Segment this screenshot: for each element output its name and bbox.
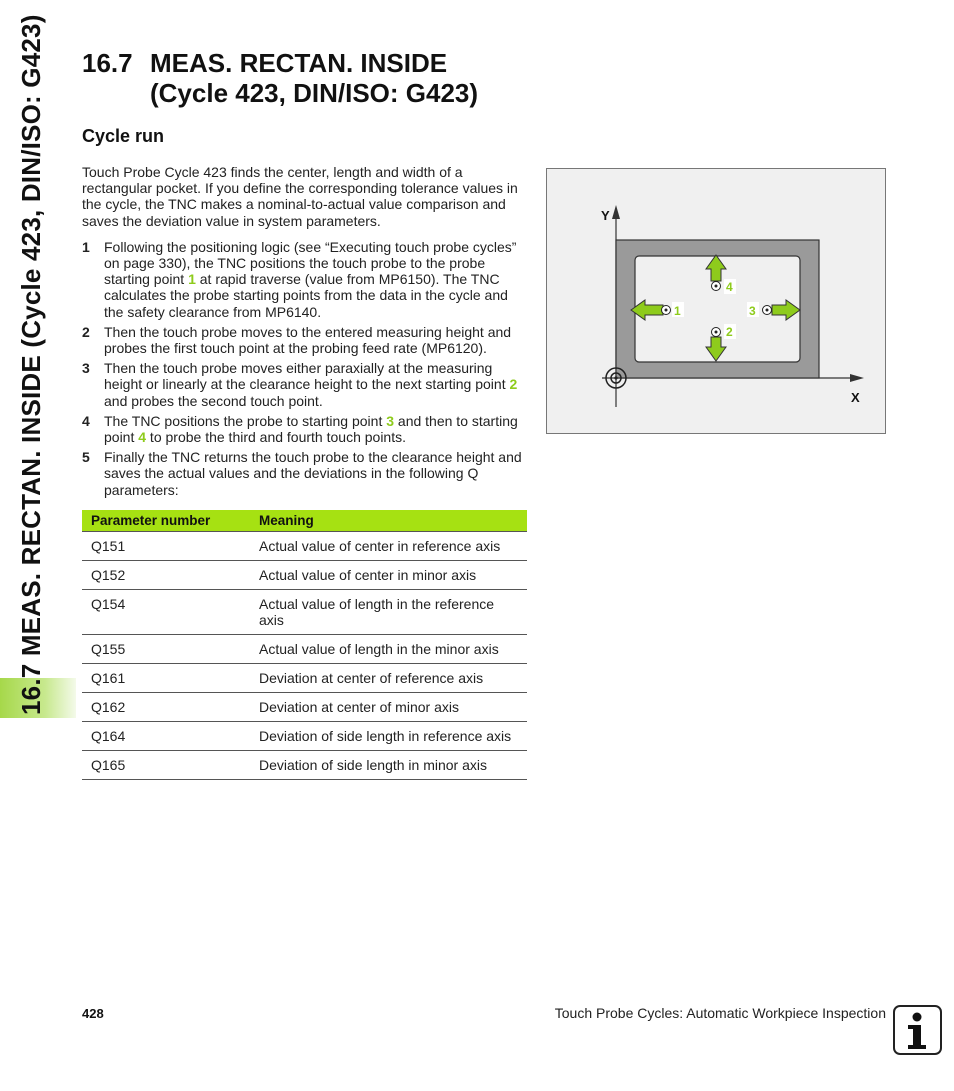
probe-point-icon (712, 328, 721, 337)
table-row (82, 532, 527, 561)
param-meaning: Actual value of length in the minor axis (250, 635, 527, 664)
table-row (82, 751, 527, 780)
point-ref: 3 (386, 412, 395, 429)
x-axis-arrow (850, 374, 864, 382)
step-text: at rapid traverse (value from MP6150). The TNC calculates the probe starting points from the data in the cycle and the safety clearance from MP6140. (104, 271, 508, 320)
section-heading (82, 48, 478, 108)
step-item (82, 324, 526, 356)
y-axis-label: Y (601, 208, 610, 223)
param-meaning: Deviation at center of reference axis (250, 664, 527, 693)
param-meaning: Deviation at center of minor axis (250, 693, 527, 722)
table-header-row (82, 510, 527, 532)
param-number: Q165 (82, 751, 250, 780)
step-text: and then to starting point (104, 412, 518, 446)
point-label-4: 4 (726, 280, 733, 294)
column-header: Meaning (250, 510, 527, 532)
table-row (82, 635, 527, 664)
param-number: Q162 (82, 693, 250, 722)
step-number: 1 (82, 238, 90, 255)
param-number: Q154 (82, 590, 250, 635)
param-number: Q164 (82, 722, 250, 751)
point-ref: 2 (509, 376, 518, 393)
table-row (82, 664, 527, 693)
step-item (82, 413, 526, 445)
step-text: to probe the third and fourth touch points. (146, 429, 406, 446)
param-number: Q155 (82, 635, 250, 664)
pocket-diagram (546, 168, 886, 434)
point-label-2: 2 (726, 325, 733, 339)
table-row (82, 590, 527, 635)
step-text: Finally the TNC returns the touch probe to the clearance height and saves the actual values and the deviations in the following Q parameters: (104, 449, 522, 498)
chapter-side-title: 16.7 MEAS. RECTAN. INSIDE (Cycle 423, DIN/ISO: G423) (16, 14, 46, 715)
param-meaning: Actual value of center in reference axis (250, 532, 527, 561)
q-parameter-table (82, 510, 527, 780)
step-text: Following the positioning logic (see “Executing touch probe cycles” on page 330), the TNC positions the touch probe to the probe starting point (104, 238, 517, 288)
param-meaning: Actual value of center in minor axis (250, 561, 527, 590)
point-label-1: 1 (674, 304, 681, 318)
section-title-line2: (Cycle 423, DIN/ISO: G423) (150, 78, 479, 108)
table-row (82, 693, 527, 722)
step-item (82, 449, 526, 498)
section-title-line1: MEAS. RECTAN. INSIDE (150, 48, 448, 78)
subheading: Cycle run (82, 126, 165, 146)
step-text: Then the touch probe moves to the entered measuring height and probes the first touch point at the probing feed rate (MP6120). (104, 323, 512, 357)
info-icon (893, 1005, 942, 1055)
x-axis-label: X (851, 390, 860, 405)
step-list (82, 239, 526, 498)
footer-title: Touch Probe Cycles: Automatic Workpiece Inspection (554, 1005, 886, 1021)
probe-point-icon (712, 282, 721, 291)
step-number: 5 (82, 449, 90, 466)
step-text: Then the touch probe moves either paraxially at the measuring height or linearly at the clearance height to the next starting point (104, 360, 510, 393)
param-number: Q151 (82, 532, 250, 561)
pocket-diagram-svg (547, 169, 887, 435)
param-meaning: Deviation of side length in reference axis (250, 722, 527, 751)
step-item (82, 239, 526, 320)
body-text (82, 164, 526, 502)
section-number: 16.7 (82, 48, 133, 78)
param-number: Q152 (82, 561, 250, 590)
probe-point-icon (763, 306, 772, 315)
step-number: 3 (82, 360, 90, 377)
table-row (82, 722, 527, 751)
point-label-3: 3 (749, 304, 756, 318)
point-ref: 4 (138, 429, 147, 446)
y-axis-arrow (612, 205, 620, 219)
param-meaning: Deviation of side length in minor axis (250, 751, 527, 780)
table-row (82, 561, 527, 590)
step-text: and probes the second touch point. (104, 392, 323, 409)
step-number: 4 (82, 412, 90, 429)
step-item (82, 360, 526, 409)
intro-paragraph: Touch Probe Cycle 423 finds the center, length and width of a rectangular pocket. If you define the corresponding tolerance values in the cycle, the TNC makes a nominal-to-actual value comparison and saves the deviation value in system parameters. (82, 164, 518, 229)
step-text: The TNC positions the probe to starting point (104, 412, 387, 429)
page-number: 428 (82, 1006, 104, 1021)
column-header: Parameter number (82, 510, 250, 532)
probe-point-icon (662, 306, 671, 315)
param-meaning: Actual value of length in the reference axis (250, 590, 527, 635)
point-ref: 1 (188, 271, 196, 288)
step-number: 2 (82, 323, 90, 340)
param-number: Q161 (82, 664, 250, 693)
